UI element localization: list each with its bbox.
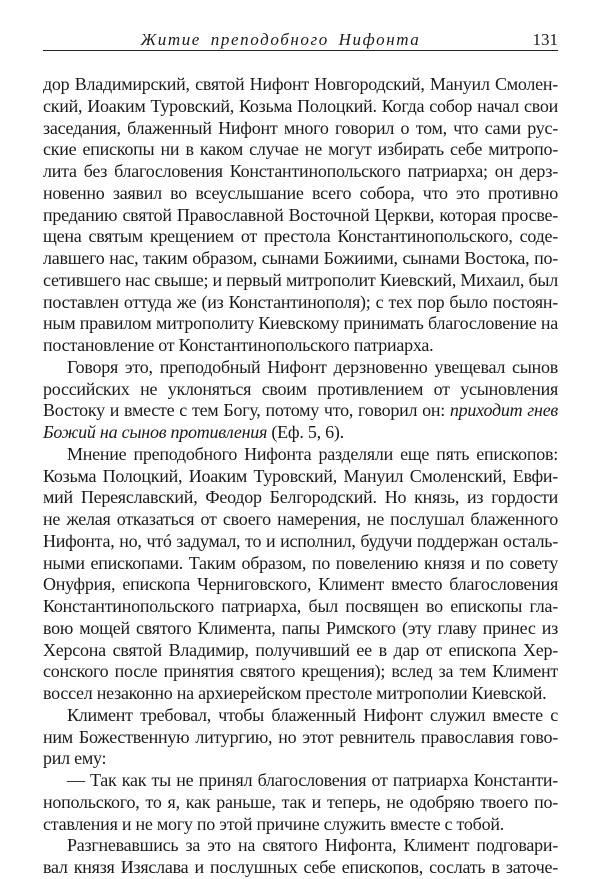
- text-line: [43, 748, 558, 770]
- text-line: [43, 466, 558, 488]
- text-segment: ним Божественную литургию, но этот ревнитель православия гово-: [43, 726, 558, 747]
- text-segment: Востоку и вместе с тем Богу, потому что, говорил он:: [43, 400, 450, 421]
- text-line: [43, 640, 558, 662]
- page-number: 131: [532, 30, 558, 49]
- text-line: [43, 618, 558, 640]
- paragraph: [43, 74, 558, 357]
- text-line: [43, 661, 558, 683]
- text-line: [43, 139, 558, 161]
- text-segment: лита без благословения Константинопольского патриарха; он дерз-: [43, 161, 558, 181]
- text-line: [43, 727, 558, 749]
- text-line: [43, 792, 558, 814]
- text-segment: лавшего нас, таким образом, сынами Божиими, сынами Востока, по-: [43, 248, 558, 268]
- text-segment: Константинопольского патриарха, был посвящен во епископы гла-: [43, 596, 558, 616]
- text-segment: Херсона святой Владимир, получивший ее в дар от епископа Хер-: [43, 639, 558, 660]
- text-line: [43, 379, 558, 401]
- text-segment: щена святым крещением от престола Константинопольского, соде-: [43, 226, 558, 247]
- italic-quote: Божий на сынов противления: [43, 422, 268, 442]
- text-segment: Разгневавшись за это на святого Нифонта, Климент подговари-: [67, 835, 558, 856]
- text-line: [43, 226, 558, 248]
- text-segment: не желая отказаться от своего намерения, не послушал блаженного: [43, 509, 558, 529]
- text-segment: нопольского, то я, как раньше, так и теперь, не одобряю твоего по-: [43, 791, 558, 812]
- italic-quote: приходит гнев: [449, 400, 558, 421]
- text-line: [43, 531, 558, 553]
- running-title: Житие преподобного Нифонта: [140, 30, 421, 49]
- text-line: [43, 770, 558, 792]
- text-line: [43, 183, 558, 205]
- text-line: [43, 248, 558, 270]
- text-segment: мий Переяславский, Феодор Белгородский. Но князь, из гордости: [43, 487, 558, 508]
- page-body-text: [43, 74, 558, 879]
- text-segment: Нифонта, но, чтó задумал, то и исполнил, будучи поддержан осталь-: [43, 530, 558, 551]
- text-segment: российских не уклоняться своим противлением от усыновления: [43, 378, 558, 399]
- paragraph: [43, 835, 558, 879]
- text-segment: Мнение преподобного Нифонта разделяли еще пять епископов:: [67, 443, 558, 464]
- text-segment: ские епископы ни в каком случае не могут избирать себе митропо-: [43, 139, 558, 160]
- text-segment: Климент требовал, чтобы блаженный Нифонт служил вместе с: [67, 704, 558, 725]
- text-segment: дор Владимирский, святой Нифонт Новгородский, Мануил Смолен-: [43, 74, 558, 94]
- text-segment: сетившего нас свыше; и первый митрополит Киевский, Михаил, был: [43, 269, 558, 290]
- text-segment: постановление от Константинопольского патриарха.: [43, 335, 434, 355]
- text-segment: Онуфрия, епископа Черниговского, Климент вместо благословения: [43, 574, 558, 595]
- text-line: [43, 553, 558, 575]
- text-segment: вою мощей святого Климента, папы Римского (эту главу принес из: [43, 617, 558, 638]
- text-line: [43, 161, 558, 183]
- text-segment: рил ему:: [43, 748, 107, 769]
- text-line: [43, 509, 558, 531]
- text-line: [43, 683, 558, 705]
- text-segment: поставлен оттуда же (из Константинополя); с тех пор было постоян-: [43, 291, 558, 312]
- text-line: [43, 118, 558, 140]
- text-line: [43, 857, 558, 879]
- text-line: [43, 292, 558, 314]
- text-segment: Говоря это, преподобный Нифонт дерзновенно увещевал сынов: [67, 356, 558, 377]
- text-line: [43, 422, 558, 444]
- text-line: [43, 814, 558, 836]
- text-segment: (Еф. 5, 6).: [267, 422, 344, 442]
- text-line: [43, 574, 558, 596]
- text-line: [43, 444, 558, 466]
- text-segment: ский, Иоаким Туровский, Козьма Полоцкий. Когда собор начал свои: [43, 95, 558, 116]
- text-line: [43, 335, 558, 357]
- text-segment: воссел незаконно на архиерейском престоле митрополии Киевской.: [43, 683, 547, 703]
- text-segment: ными епископами. Таким образом, по повелению князя и по совету: [43, 552, 558, 573]
- text-line: [43, 270, 558, 292]
- text-line: [43, 596, 558, 618]
- text-line: [43, 400, 558, 422]
- text-segment: Козьма Полоцкий, Иоаким Туровский, Мануил Смоленский, Евфи-: [43, 465, 558, 486]
- text-segment: преданию святой Православной Восточной Церкви, которая просве-: [43, 204, 558, 225]
- paragraph: [43, 444, 558, 705]
- text-segment: ставления и не могу по этой причине служить вместе с тобой.: [43, 813, 504, 834]
- text-segment: ным правилом митрополиту Киевскому принимать благословение на: [43, 313, 558, 334]
- paragraph: [43, 705, 558, 770]
- text-segment: заседания, блаженный Нифонт много говорил о том, что сами рус-: [43, 117, 558, 138]
- text-line: [43, 313, 558, 335]
- text-line: [43, 96, 558, 118]
- paragraph: [43, 357, 558, 444]
- text-line: [43, 357, 558, 379]
- text-line: [43, 74, 558, 96]
- text-line: [43, 205, 558, 227]
- text-segment: вал князя Изяслава и послушных себе епископов, сослать в заточе-: [43, 857, 558, 877]
- paragraph: [43, 770, 558, 835]
- text-segment: новенно заявил во всеуслышание всего собора, что это противно: [43, 182, 558, 203]
- text-line: [43, 835, 558, 857]
- running-header: [43, 30, 558, 51]
- text-segment: — Так как ты не принял благословения от патриарха Константи-: [67, 770, 558, 790]
- text-line: [43, 487, 558, 509]
- text-segment: сонского после принятия святого крещения); вслед за тем Климент: [43, 661, 558, 682]
- text-line: [43, 705, 558, 727]
